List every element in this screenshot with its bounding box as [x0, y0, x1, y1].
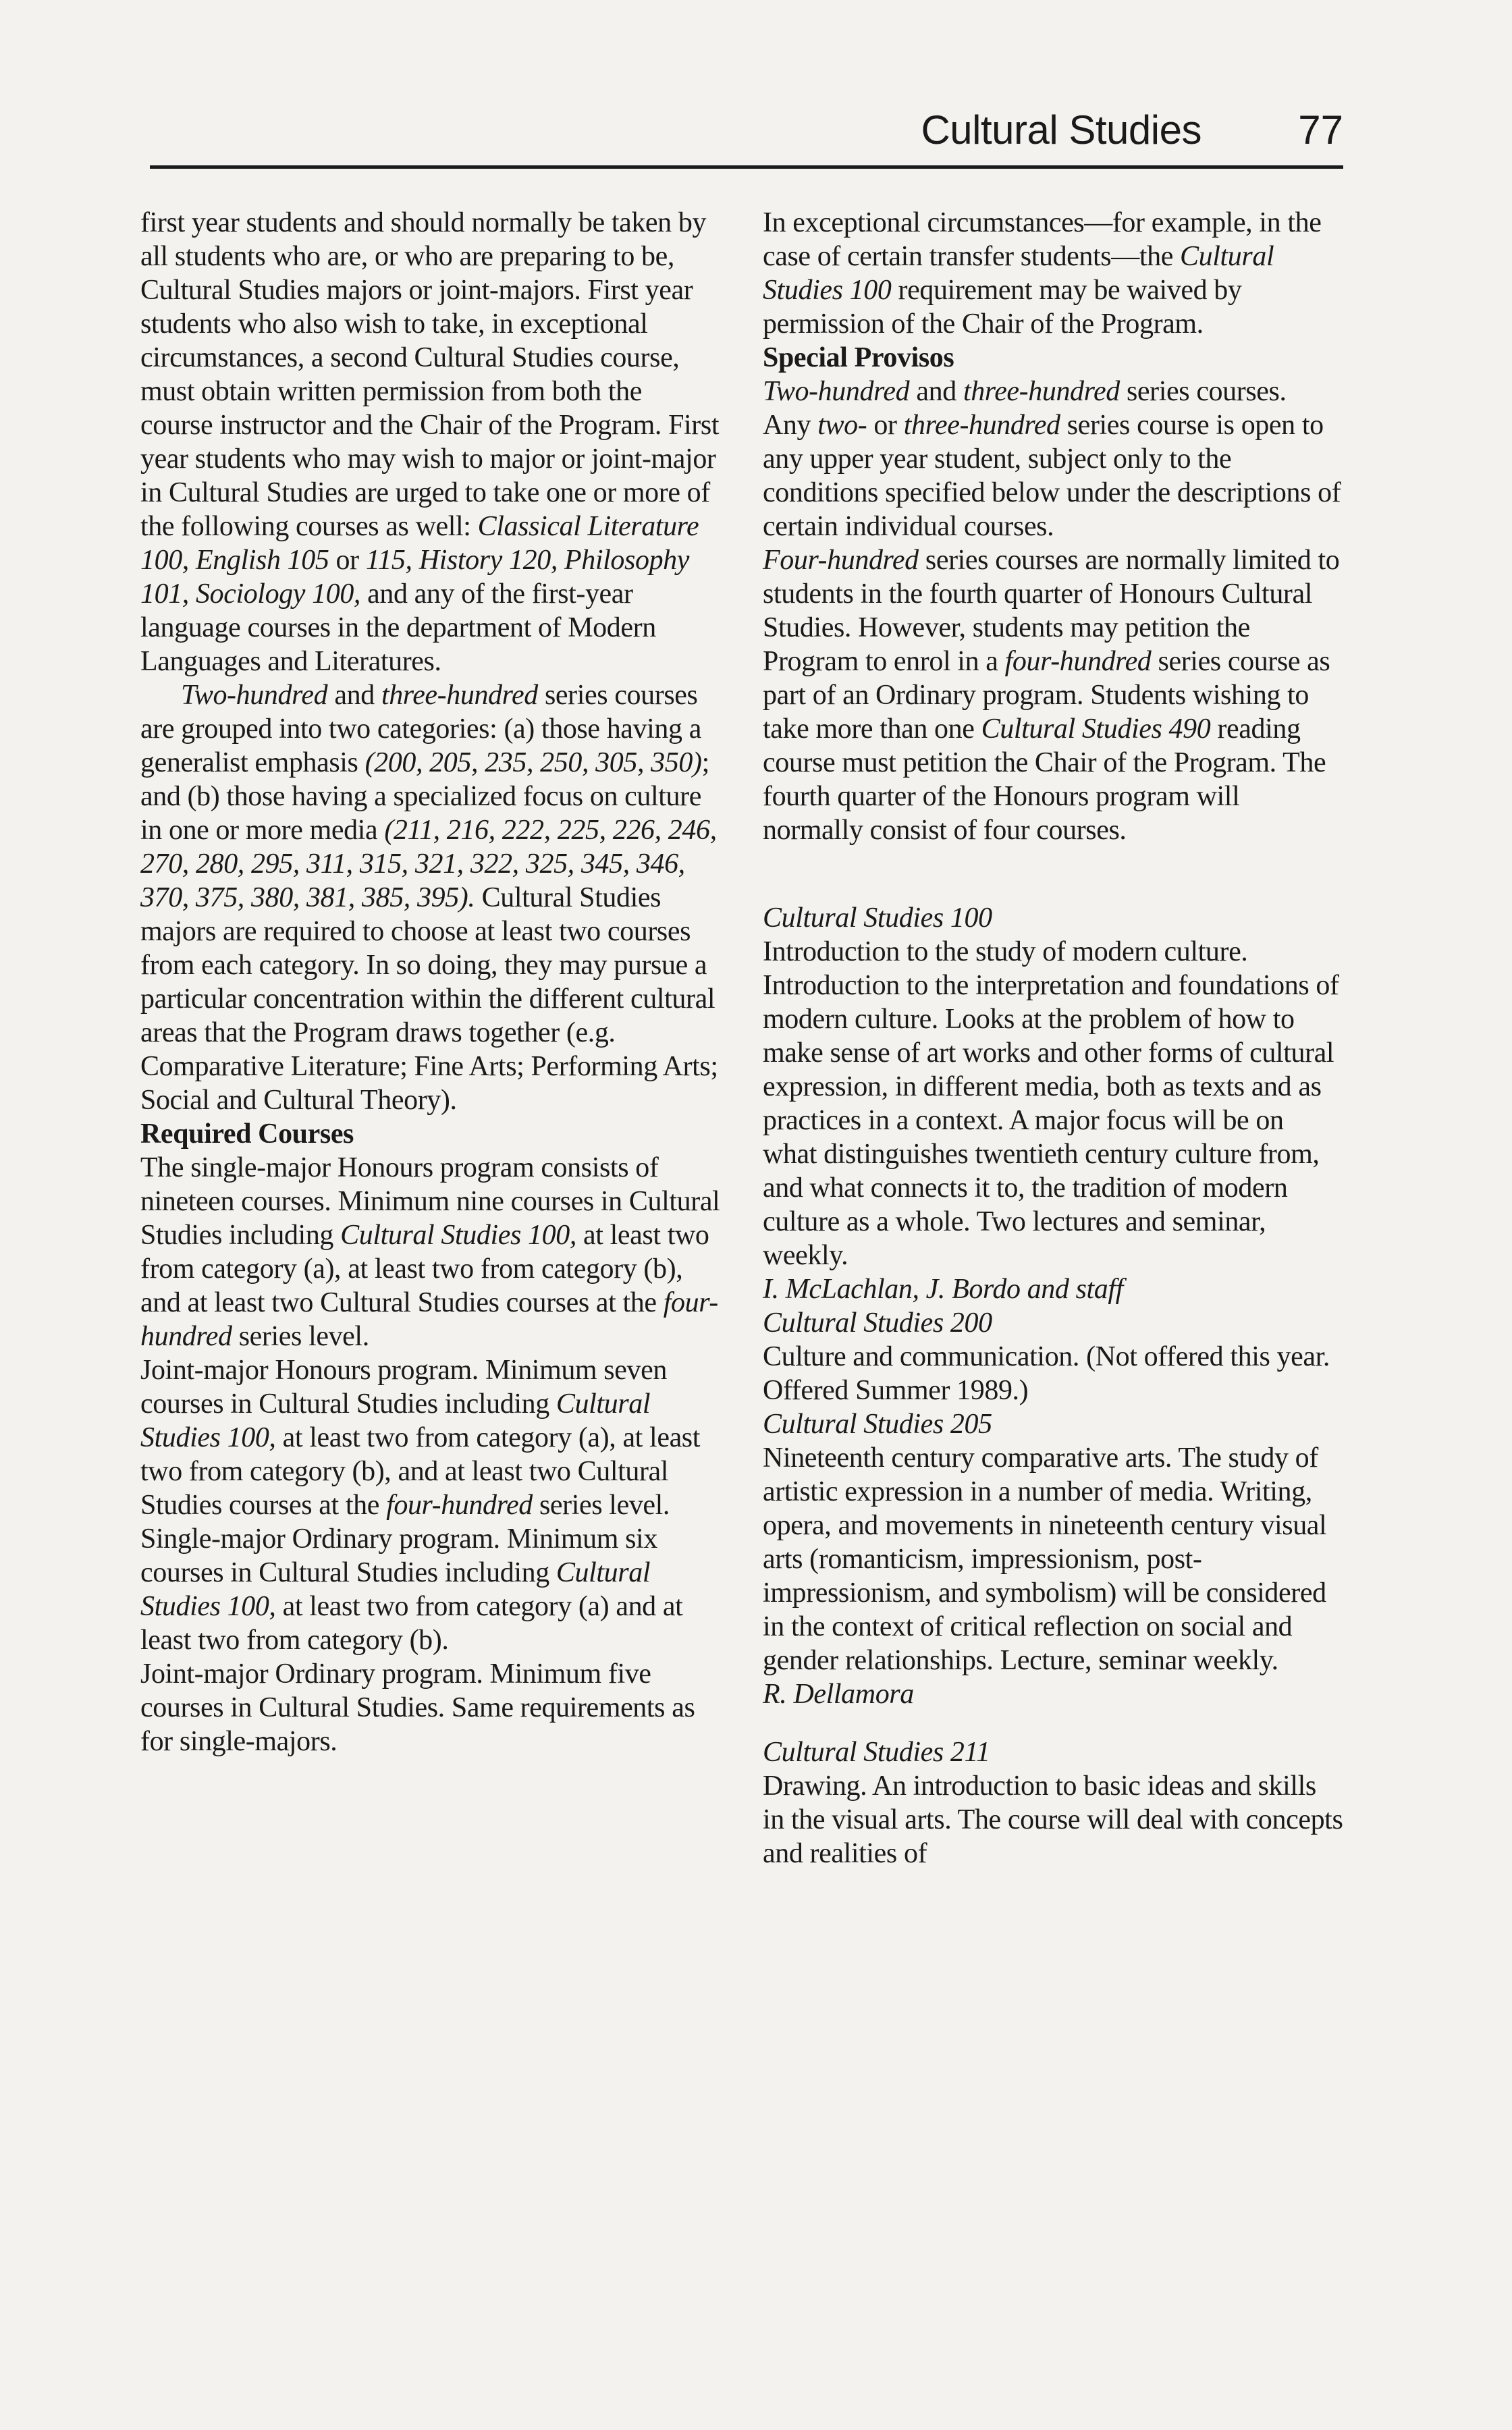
page-number: 77: [1298, 107, 1343, 153]
right-column: [763, 206, 1343, 1870]
proviso-upper-year-paragraph: Any two- or three-hundred series course is open to any upper year student, subject only to the conditions specified below under the descriptions of certain individual courses.: [763, 410, 1341, 542]
single-major-ordinary-paragraph: Single-major Ordinary program. Minimum six courses in Cultural Studies including Cultural Studies 100, at least two from category (a) and at least two from category (b).: [140, 1523, 683, 1656]
course-title: Cultural Studies 200: [763, 1307, 992, 1339]
course-description: Drawing. An introduction to basic ideas and skills in the visual arts. The course will deal with concepts and realities of: [763, 1771, 1343, 1869]
series-paragraph: Two-hundred and three-hundred series courses are grouped into two categories: (a) those having a generalist emphasis (200, 205, 235, 250, 305, 350); and (b) those having a specialized focus on culture in one or more media (211, 216, 222, 225, 226, 246, 270, 280, 295, 311, 315, 321, 322, 325, 345, 346, 370, 375, 380, 381, 385, 395). Cultural Studies majors are required to choose at least two courses from each category. In so doing, they may pursue a particular concentration within the different cultural areas that the Program draws together (e.g. Comparative Literature; Fine Arts; Performing Arts; Social and Cultural Theory).: [140, 680, 718, 1116]
course-instructor: R. Dellamora: [763, 1679, 914, 1710]
proviso-four-hundred-paragraph: Four-hundred series courses are normally limited to students in the fourth quarter of Honours Cultural Studies. However, students may petition the Program to enrol in a four-hundred series course as part of an Ordinary program. Students wishing to take more than one Cultural Studies 490 reading course must petition the Chair of the Program. The fourth quarter of the Honours program will normally consist of four courses.: [763, 545, 1340, 846]
course-title: Cultural Studies 211: [763, 1737, 990, 1768]
proviso-series-line: Two-hundred and three-hundred series courses.: [763, 376, 1287, 407]
joint-major-ordinary-paragraph: Joint-major Ordinary program. Minimum five courses in Cultural Studies. Same requirements as for single-majors.: [140, 1658, 695, 1757]
course-entry: [763, 1735, 1343, 1870]
course-entry: [763, 901, 1343, 1306]
running-title: Cultural Studies: [921, 107, 1202, 153]
course-title: Cultural Studies 205: [763, 1409, 992, 1440]
single-major-honours-paragraph: The single-major Honours program consists of nineteen courses. Minimum nine courses in Cultural Studies including Cultural Studies 100, at least two from category (a), at least two from category (b), and at least two Cultural Studies courses at the four-hundred series level.: [140, 1152, 720, 1352]
intro-paragraph: first year students and should normally be taken by all students who are, or who are preparing to be, Cultural Studies majors or joint-majors. First year students who also wish to take, in exceptional circumstances, a second Cultural Studies course, must obtain written permission from both the course instructor and the Chair of the Program. First year students who may wish to major or joint-major in Cultural Studies are urged to take one or more of the following courses as well: Classical Literature 100, English 105 or 115, History 120, Philosophy 101, Sociology 100, and any of the first-year language courses in the department of Modern Languages and Literatures.: [140, 207, 720, 677]
course-instructor: I. McLachlan, J. Bordo and staff: [763, 1274, 1123, 1305]
joint-major-honours-paragraph: Joint-major Honours program. Minimum seven courses in Cultural Studies including Cultural Studies 100, at least two from category (a), at least two from category (b), and at least two Cultural Studies courses at the four-hundred series level.: [140, 1355, 701, 1521]
course-entry: [763, 1306, 1343, 1407]
course-entry: [763, 1407, 1343, 1711]
course-description: Nineteenth century comparative arts. The study of artistic expression in a number of media. Writing, opera, and movements in nineteenth century visual arts (romanticism, impressionism, post-impressionism, and symbolism) will be considered in the context of critical reflection on social and gender relationships. Lecture, seminar weekly.: [763, 1442, 1327, 1676]
exceptional-paragraph: In exceptional circumstances—for example, in the case of certain transfer students—the Cultural Studies 100 requirement may be waived by permission of the Chair of the Program.: [763, 207, 1322, 340]
page-header: [150, 101, 1343, 169]
course-title: Cultural Studies 100: [763, 902, 992, 934]
special-provisos-heading: Special Provisos: [763, 342, 954, 373]
required-courses-heading: Required Courses: [140, 1118, 354, 1150]
left-column: [140, 206, 721, 1758]
course-description: Introduction to the study of modern culture. Introduction to the interpretation and foundations of modern culture. Looks at the problem of how to make sense of art works and other forms of cultural expression, in different media, both as texts and as practices in a context. A major focus will be on what distinguishes twentieth century culture from, and what connects it to, the tradition of modern culture as a whole. Two lectures and seminar, weekly.: [763, 936, 1339, 1271]
course-description: Culture and communication. (Not offered this year. Offered Summer 1989.): [763, 1341, 1330, 1406]
